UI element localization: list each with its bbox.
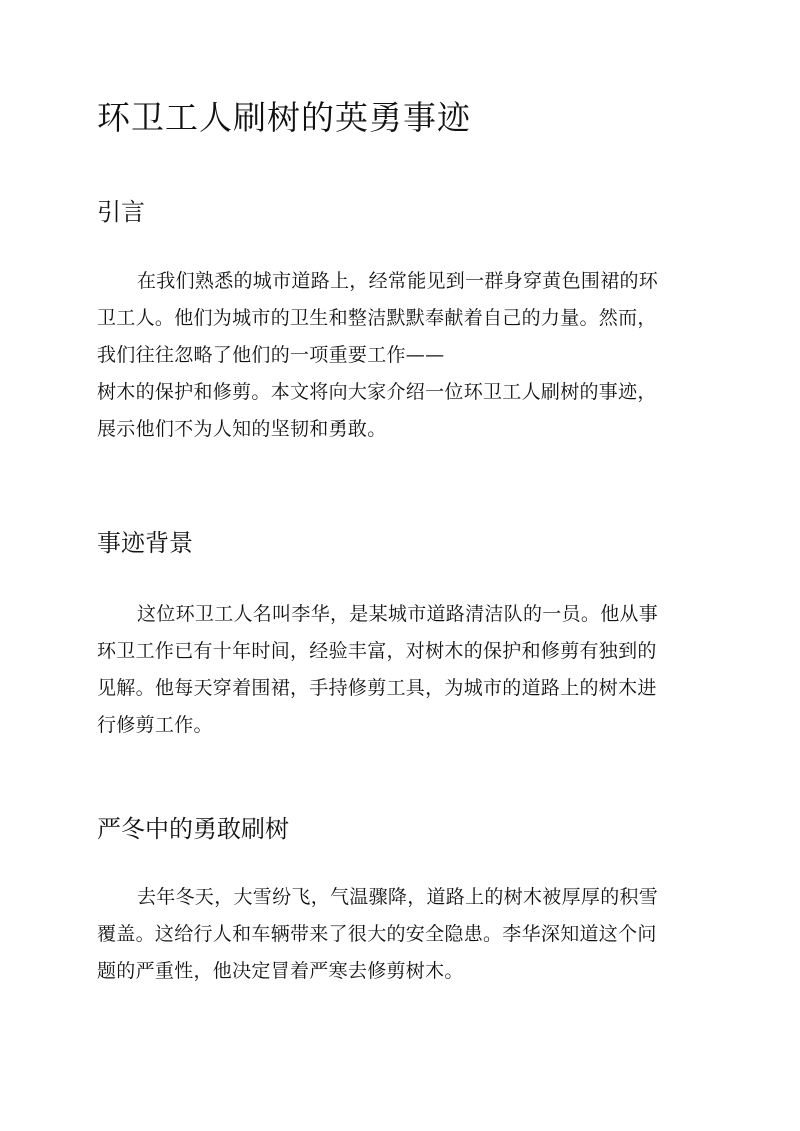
paragraph-line: 树木的保护和修剪。本文将向大家介绍一位环卫工人刷树的事迹， <box>97 381 657 403</box>
paragraph-line: 我们往往忽略了他们的一项重要工作—— <box>97 344 445 366</box>
section-heading-intro: 引言 <box>97 198 145 226</box>
paragraph-line: 环卫工作已有十年时间，经验丰富，对树木的保护和修剪有独到的 <box>97 640 657 662</box>
paragraph-line: 去年冬天，大雪纷飞，气温骤降，道路上的树木被厚厚的积雪 <box>137 886 659 908</box>
paragraph-line: 行修剪工作。 <box>97 714 213 736</box>
paragraph-line: 题的严重性，他决定冒着严寒去修剪树木。 <box>97 960 464 982</box>
paragraph-line: 展示他们不为人知的坚韧和勇敢。 <box>97 418 387 440</box>
paragraph-line: 见解。他每天穿着围裙，手持修剪工具，为城市的道路上的树木进 <box>97 677 657 699</box>
section-heading-winter: 严冬中的勇敢刷树 <box>97 815 289 843</box>
document-title: 环卫工人刷树的英勇事迹 <box>97 98 471 137</box>
section-paragraph-intro <box>97 263 707 448</box>
paragraph-line: 在我们熟悉的城市道路上，经常能见到一群身穿黄色围裙的环 <box>137 270 659 292</box>
paragraph-line: 覆盖。这给行人和车辆带来了很大的安全隐患。李华深知道这个问 <box>97 923 657 945</box>
paragraph-line: 卫工人。他们为城市的卫生和整洁默默奉献着自己的力量。然而， <box>97 307 657 329</box>
section-heading-background: 事迹背景 <box>97 529 193 557</box>
section-paragraph-winter <box>97 879 707 990</box>
section-paragraph-background <box>97 596 707 744</box>
paragraph-line: 这位环卫工人名叫李华，是某城市道路清洁队的一员。他从事 <box>137 603 659 625</box>
